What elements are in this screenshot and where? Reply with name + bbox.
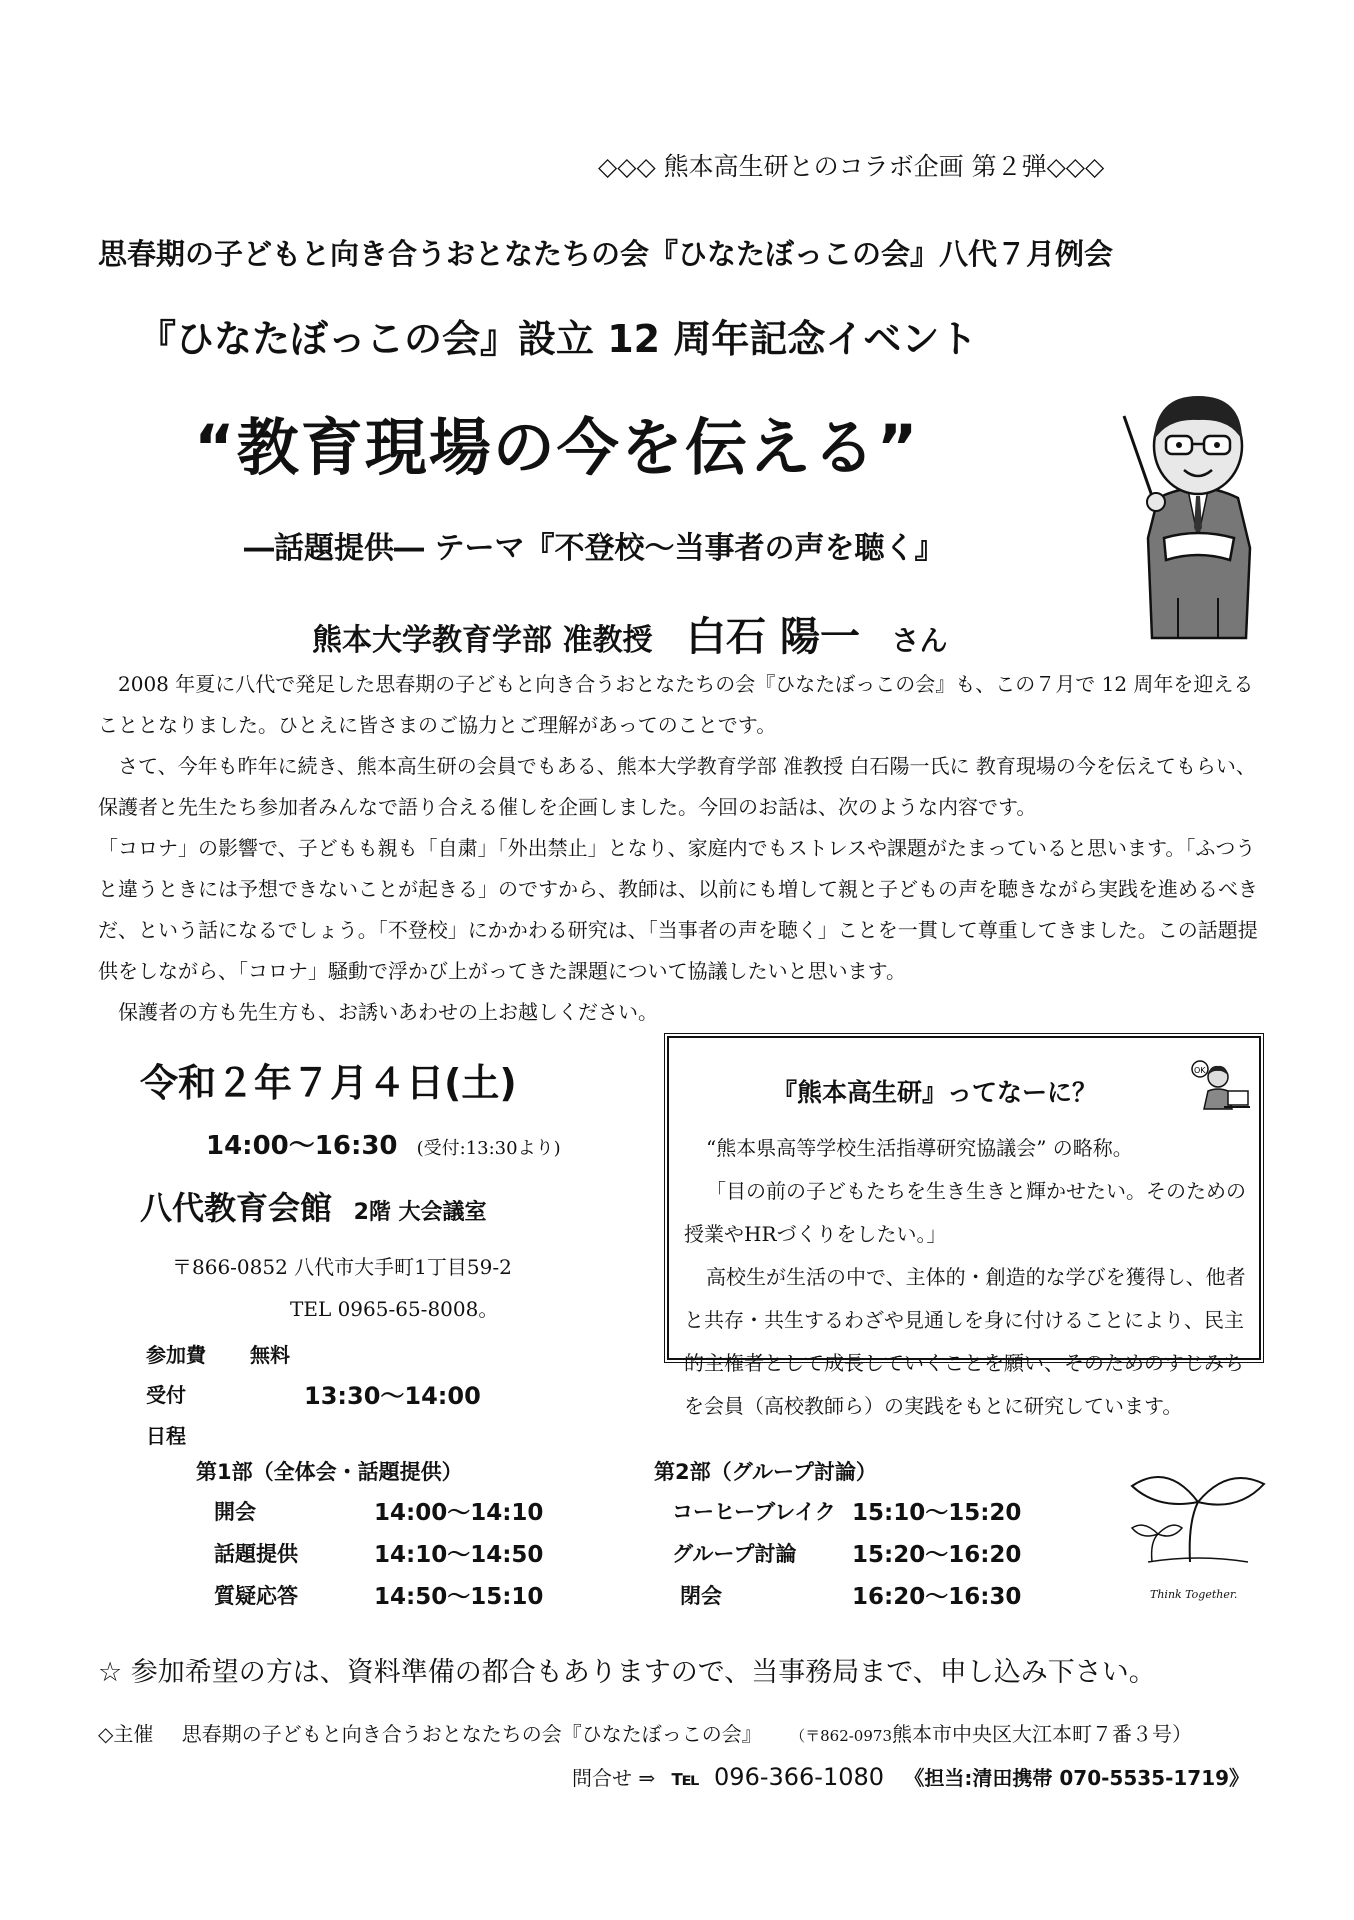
event-reception-note: (受付:13:30より)	[416, 1138, 561, 1159]
contact-tel: 096-366-1080	[714, 1763, 885, 1791]
event-time: 14:00～16:30	[206, 1131, 398, 1161]
sprout-icon	[1128, 1462, 1268, 1582]
infobox-line-quote: 「目の前の子どもたちを生き生きと輝かせたい。そのための授業やHRづくりをしたい。」	[684, 1179, 1246, 1246]
organizer-line	[98, 1718, 1192, 1747]
anniversary-title: 『ひなたぼっこの会』設立 12 周年記念イベント	[138, 317, 978, 361]
contact-person: 《担当:清田携帯 070-5535-1719》	[904, 1766, 1250, 1790]
speaker-affiliation: 熊本大学教育学部 准教授	[312, 623, 653, 658]
part1-row-time: 14:10～14:50	[374, 1542, 544, 1568]
teacher-icon	[1118, 378, 1278, 648]
organizer-label: ◇主催	[98, 1722, 154, 1746]
part2-row-label: 閉会	[680, 1584, 722, 1608]
part1-title: 第1部（全体会・話題提供）	[196, 1460, 463, 1484]
venue-address: 〒866-0852 八代市大手町1丁目59-2	[172, 1255, 512, 1279]
ok-laptop-person-icon	[1188, 1059, 1250, 1111]
speaker-name: 白石 陽一	[686, 614, 860, 660]
infobox-body	[684, 1127, 1248, 1428]
svg-text:OK: OK	[1194, 1066, 1206, 1075]
paragraph-intro: 2008 年夏に八代で発足した思春期の子どもと向き合うおとなたちの会『ひなたぼっこの会』も、この７月で 12 周年を迎えることとなりました。ひとえに皆さまのご協力とご理解があってのことです。	[98, 672, 1254, 737]
infobox-line-abbrev: “熊本県高等学校生活指導研究協議会” の略称。	[706, 1136, 1133, 1160]
part1-row-label: 話題提供	[214, 1542, 298, 1566]
body-text	[98, 664, 1268, 1033]
fee-value: 無料	[250, 1343, 290, 1367]
speaker-suffix: さん	[891, 624, 948, 657]
part2-row-label: グループ討論	[672, 1542, 797, 1566]
venue-name: 八代教育会館	[140, 1189, 333, 1227]
schedule-label: 日程	[146, 1424, 186, 1448]
organizer-name: 思春期の子どもと向き合うおとなたちの会『ひなたぼっこの会』	[181, 1722, 762, 1746]
part1-row-time: 14:50～15:10	[374, 1584, 544, 1610]
organizer-address: 熊本市中央区大江本町７番３号）	[891, 1722, 1192, 1746]
sprout-caption: Think Together.	[1150, 1588, 1238, 1601]
venue-tel: TEL 0965-65-8008。	[290, 1297, 499, 1321]
infobox-title: 『熊本高生研』ってなーに？	[772, 1078, 1098, 1107]
organizer-postcode: （〒862-0973	[790, 1727, 892, 1745]
event-time-line	[206, 1125, 561, 1162]
reception-value: 13:30～14:00	[304, 1382, 481, 1410]
speaker-line	[312, 605, 948, 662]
part2-row-time: 16:20～16:30	[852, 1584, 1022, 1610]
series-title: 思春期の子どもと向き合うおとなたちの会『ひなたぼっこの会』八代７月例会	[98, 237, 1114, 271]
part2-row-time: 15:10～15:20	[852, 1500, 1022, 1526]
paragraph-content: 「コロナ」の影響で、子どもも親も「自粛」「外出禁止」となり、家庭内でもストレスや課題がたまっていると思います。「ふつうと違うときには予想できないことが起きる」のですから、教師は、以前にも増して親と子どもの声を聴きながら実践を進めるべきだ、という話になるでしょう。「不登校」にかかわる研究は、「当事者の声を聴く」ことを一貫して尊重してきました。この話題提供をしながら、「コロナ」騒動で浮かび上がってきた課題について協議したいと思います。	[98, 836, 1258, 983]
part1-row-time: 14:00～14:10	[374, 1500, 544, 1526]
collab-header: ◇◇◇ 熊本高生研とのコラボ企画 第２弾◇◇◇	[598, 152, 1105, 181]
event-date: 令和２年７月４日(土)	[140, 1061, 517, 1105]
main-title: “教育現場の今を伝える”	[194, 411, 920, 484]
paragraph-plan: さて、今年も昨年に続き、熊本高生研の会員でもある、熊本大学教育学部 准教授 白石陽一氏に 教育現場の今を伝えてもらい、保護者と先生たち参加者みんなで語り合える催しを企画しました。今回のお話は、次のような内容です。	[98, 754, 1256, 819]
reception-label: 受付	[146, 1383, 186, 1407]
paragraph-invite: 保護者の方も先生方も、お誘いあわせの上お越しください。	[118, 1000, 658, 1024]
infobox-line-purpose: 高校生が生活の中で、主体的・創造的な学びを獲得し、他者と共存・共生するわざや見通しを身に付けることにより、民主的主権者として成長していくことを願い、そのためのすじみちを会員（高校教師ら）の実践をもとに研究しています。	[684, 1265, 1246, 1418]
part2-row-label: コーヒーブレイク	[672, 1500, 836, 1524]
tel-mark: ℡	[671, 1766, 700, 1791]
part1-row-label: 質疑応答	[214, 1584, 298, 1608]
part2-title: 第2部（グループ討論）	[654, 1460, 877, 1484]
part2-row-time: 15:20～16:20	[852, 1542, 1022, 1568]
part1-row-label: 開会	[214, 1500, 256, 1524]
theme-line: ―話題提供― テーマ『不登校～当事者の声を聴く』	[244, 531, 945, 566]
venue-room: 2階 大会議室	[353, 1200, 487, 1225]
venue-line	[140, 1183, 487, 1229]
apply-notice: ☆ 参加希望の方は、資料準備の都合もありますので、当事務局まで、申し込み下さい。	[98, 1657, 1156, 1688]
contact-label: 問合せ ⇒	[572, 1766, 656, 1790]
fee-label: 参加費	[146, 1343, 206, 1367]
contact-line	[572, 1762, 1249, 1791]
kumamoto-koseiken-infobox	[664, 1033, 1264, 1418]
